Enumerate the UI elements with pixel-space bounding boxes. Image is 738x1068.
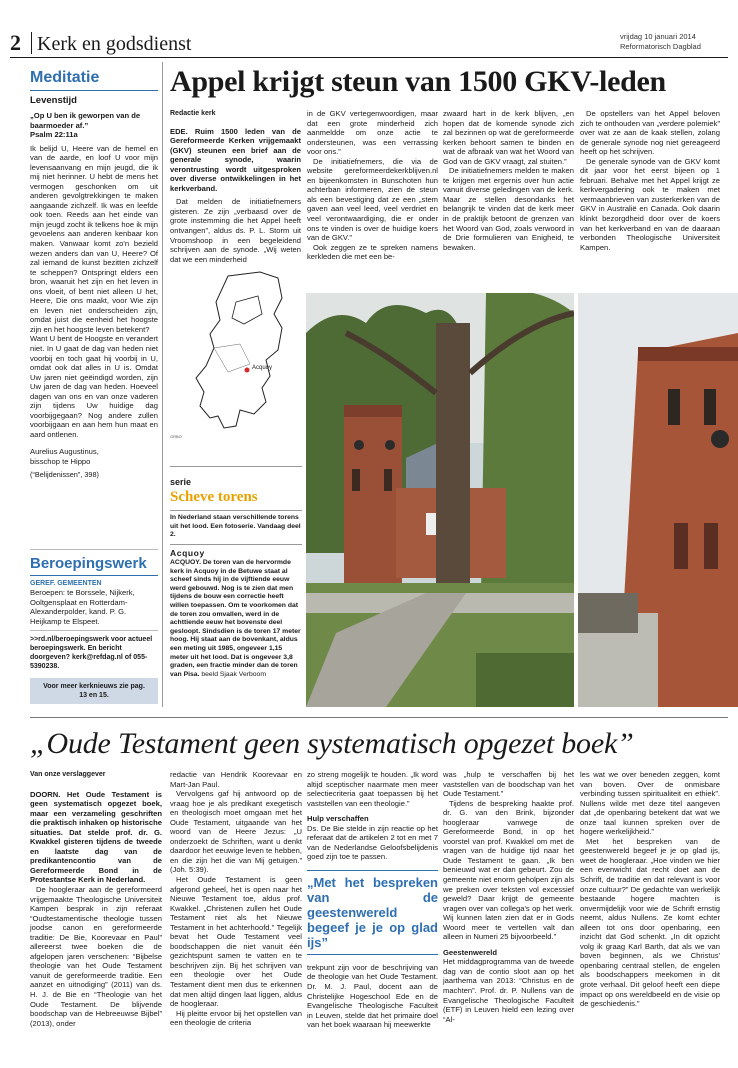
bottom-article-para: Het Oude Testament is geen afgerond geheel, het is open naar het Nieuwe Testament toe, aldus prof. Kwakkel. „Christenen zullen het Oude Testament niet als het Nieuwe Testament in het achterhoofd.” Tegelijk bevat het Oude Testament veel boodschappen die niet vanuit één gezichtspunt samen te vatten en te beschrijven zijn. Bij het schrijven van een theologie over het Oude Testament dient men dus te erkennen dat men altijd dingen laat liggen, aldus de hoogleraar. bbox=[170, 875, 302, 1009]
bottom-article-para: Het middagprogramma van de tweede dag van de contio sloot aan op het jaarthema van 2013: “Christus en de machten”. Prof. dr. P. Nullens van de Evangelische Theologische Faculteit (ETF) in Leuven hield een lezing over “Al- bbox=[443, 957, 574, 1024]
bottom-article-col-1 bbox=[30, 770, 162, 1028]
church-tower-photo-left bbox=[306, 293, 574, 707]
serie-photo-credit: beeld Sjaak Verboom bbox=[201, 670, 266, 678]
beroepingswerk-divider bbox=[30, 630, 158, 631]
meditatie-author-role: bisschop te Hippo bbox=[30, 456, 91, 466]
map-location-marker bbox=[245, 368, 250, 373]
bottom-article-para: Vervolgens gaf hij antwoord op de vraag hoe je als predikant exegetisch en theologisch moet omgaan met het Oude Testament, uitgaande van het woord van de Heere Jezus: „U onderzoekt de Schriften, want u denkt daardoor het eeuwige leven te hebben, en die zijn het die van Mij getuigen.” (Joh. 5:39). bbox=[170, 789, 302, 875]
bottom-article-byline: Van onze verslaggever bbox=[30, 771, 106, 778]
serie-intro: In Nederland staan verschillende torens uit het lood. Een fotoserie. Vandaag deel 2. bbox=[170, 514, 301, 539]
map-label: Acquoy bbox=[252, 365, 273, 371]
top-article-lead: EDE. Ruim 1500 leden van de Gereformeerde Kerken vrijgemaakt (GKV) steunen een brief aan de generale synode, waarin verontrusting wordt uitgesproken over diverse ontwikkelingen in het kerkverband. bbox=[170, 126, 301, 193]
issue-date: vrijdag 10 januari 2014 bbox=[620, 32, 696, 41]
bottom-article-para: was „hulp te verschaffen bij het vaststellen van de boodschap van het Oude Testament.” bbox=[443, 770, 574, 799]
top-article-col-2 bbox=[307, 109, 438, 262]
serie-place: Acquoy bbox=[170, 548, 205, 559]
bottom-article-headline: „Oude Testament geen systematisch opgezet boek” bbox=[30, 727, 634, 760]
map-outline-icon bbox=[170, 268, 302, 448]
meditatie-title: Meditatie bbox=[30, 69, 100, 86]
top-article-para: De opstellers van het Appel beloven zich te onthouden van „verdere polemiek” over wat ze aan de kaak stellen, zolang de generale synode nog niet gereageerd heeft op het schrijven. bbox=[580, 109, 720, 157]
serie-block bbox=[170, 466, 302, 679]
pull-quote bbox=[307, 870, 438, 955]
meditatie-author: Aurelius Augustinus, bbox=[30, 447, 99, 457]
meditatie-column bbox=[30, 68, 158, 480]
bottom-article-lead: DOORN. Het Oude Testament is geen systematisch opgezet boek, maar een verzameling geschriften die praktisch inhaken op historische situaties. Dat stelde prof. dr. G. Kwakkel gisteren tijdens de tweede en laatste dag van de predikantencontio van de Gereformeerde Bond in de Protestantse Kerk in Nederland. bbox=[30, 789, 162, 885]
header-rule bbox=[10, 57, 728, 58]
bottom-article-para: Ds. De Bie stelde in zijn reactie op het referaat dat de artikelen 2 tot en met 7 van de Nederlandse Geloofsbelijdenis goed zijn toe te passen. bbox=[307, 823, 438, 862]
bottom-article-rule bbox=[30, 717, 728, 718]
map-credit: GRBO bbox=[170, 434, 182, 439]
serie-label: serie bbox=[170, 477, 192, 487]
serie-body-text: ACQUOY. De toren van de hervormde kerk in Acquoy in de Betuwe staat al scheef sinds hij in de vijftiende eeuw werd gebouwd. Nog is te zien dat men tijdens de bouw een correctie heeft willen toepassen. Om te voorkomen dat de toren zou omvallen, werd in de achttiende eeuw het bovenste deel gesloopt. Sindsdien is de toren 17 meter hoog. Hij staat aan de bovenkant, aldus een meting uit 1985, ongeveer 1,15 meter uit het lood. Dat is ongeveer 3,8 graden, een fractie minder dan de toren van Pisa. bbox=[170, 559, 301, 678]
top-article-col-3 bbox=[443, 109, 574, 252]
more-news-box[interactable]: Voor meer kerknieuws zie pag. 13 en 15. bbox=[30, 678, 158, 704]
top-article-para: in de GKV vertegenwoordigen, maar dat een grote minderheid zich aanmeldde om onze actie te ondersteunen, was een verrassing voor ons.” bbox=[307, 109, 438, 157]
top-article-headline: Appel krijgt steun van 1500 GKV-leden bbox=[170, 65, 666, 98]
bottom-article-para: Tijdens de bespreking haakte prof. dr. G. van den Brink, bijzonder hoogleraar vanwege de Gereformeerde Bond, in op het voorstel van prof. Kwakkel om met de vragen van de huidige tijd naar het Oude Testament te gaan. „Ik ben benieuwd wat er dan gebeurt. Zou de gemeente niet enorm geholpen zijn als we preken over teksten vol excessief geweld? Daar krijgt de gemeente vragen over van collega's op het werk. Wij kunnen laten zien dat er in Gods Woord meer te vertellen valt dan alleen in Numeri 25 bijvoorbeeld.” bbox=[443, 798, 574, 942]
meditatie-verse-ref: Psalm 22:11a bbox=[30, 130, 78, 139]
bottom-article-col-2 bbox=[170, 770, 302, 1028]
meditatie-paragraph-1: Ik belijd U, Heere van de hemel en van de aarde, en loof U voor mijn levensaanvang en mijn jeugd, die ik mij niet herinner. U hebt de mens het vermogen geschonken om uit anderen gevolgtrekkingen te maken aangaande zichzelf. Ik was en leefde ook toen. Reeds aan het einde van mijn jeugd zocht ik telkens hoe ik mijn gevoelens aan anderen kenbaar kon maken. Vanwaar komt zo'n bezield wezen anders dan van U, Heere? Of zal iemand de kunst bezitten zichzelf te scheppen? Ontspringt elders een bron, waaruit het zijn en het leven in ons vloeit, of bent niet alleen U het, Heere, Die ons maakt, voor Wie zijn en leven niet onderscheiden zijn, omdat juist die eenheid het hoogste zijn en het hoogste leven betekent? bbox=[30, 143, 158, 334]
bottom-article-para: redactie van Hendrik Koorevaar en Mart-Jan Paul. bbox=[170, 770, 302, 789]
serie-body bbox=[170, 559, 302, 679]
bottom-article-para: zo streng mogelijk te houden. „Ik word altijd sceptischer naarmate men meer selectiecriteria gaat toepassen bij het vaststellen van een theologie.” bbox=[307, 770, 438, 808]
top-article-col-1 bbox=[170, 109, 301, 264]
beroepingswerk-top-rule bbox=[30, 549, 158, 550]
beroepingswerk-category: GEREF. GEMEENTEN bbox=[30, 580, 102, 587]
page-number: 2 bbox=[10, 30, 21, 55]
netherlands-map bbox=[170, 268, 302, 448]
column-divider bbox=[162, 62, 163, 707]
top-article-para: De initiatiefnemers, die via de website gereformeerdekerkblijven.nl en bijeenkomsten in Bunschoten hun achterban informeren, zien de steun als een bevestiging dat ze een „stem gaven aan veel leed, veel verdriet en veel verontwaardiging, die er onder ons te vinden is over de huidige koers van de GKV.” bbox=[307, 156, 438, 243]
meditatie-verse: „Op U ben ik geworpen van de baarmoeder af.” bbox=[30, 111, 141, 130]
subheading-geestenwereld: Geestenwereld bbox=[443, 947, 498, 957]
meditatie-source: (“Belijdenissen”, 398) bbox=[30, 470, 99, 480]
paper-name: Reformatorisch Dagblad bbox=[620, 42, 701, 51]
bottom-article-col-5 bbox=[580, 770, 720, 1009]
serie-top-rule bbox=[170, 466, 302, 467]
church-tower-photo-right bbox=[578, 293, 738, 707]
section-title: Kerk en godsdienst bbox=[37, 33, 192, 55]
bottom-article-col-3 bbox=[307, 770, 438, 1030]
subheading-hulp: Hulp verschaffen bbox=[307, 814, 369, 824]
serie-title: Scheve torens bbox=[170, 489, 258, 505]
bottom-article-col-4 bbox=[443, 770, 574, 1024]
beroepingswerk-contact: >>rd.nl/beroepingswerk voor actueel beroepingswerk. En bericht doorgeven? kerk@refdag.nl of 055-5390238. bbox=[30, 636, 153, 671]
bottom-article-para: trekpunt zijn voor de beschrijving van de theologie van het Oude Testament. Dr. M. J. Paul, docent aan de Christelijke Hogeschool Ede en de Evangelische Theologische Faculteit in Leuven, stelde dat het primaire doel van het boek waaraan hij meewerkte bbox=[307, 962, 438, 1030]
serie-title-rule bbox=[170, 510, 302, 511]
beroepingswerk-block bbox=[30, 549, 158, 704]
beroepingswerk-text: Beroepen: te Borssele, Nijkerk, Ooltgensplaat en Rotterdam-Alexanderpolder, kand. P. G. Heijkamp te Elspeet. bbox=[30, 588, 135, 626]
bottom-article-para: les wat we over beneden zeggen, komt van boven. Over de onmisbare verbinding tussen spiritualiteit en ethiek”. Nullens wilde met deze titel aangeven dat „de openbaring betekent dat wat we onze taal kunnen spreken over de hogere werkelijkheid.” bbox=[580, 770, 720, 837]
meditatie-body bbox=[30, 144, 158, 440]
top-article-para: zwaard hart in de kerk blijven, „en hopen dat de komende synode zich zal bezinnen op wat de gereformeerde kerken behoort samen te binden en wat de afbraak van wat het Woord van God van de GKV vraagt, zal stuiten.” bbox=[443, 109, 574, 166]
top-article-para: Dat melden de initiatiefnemers gisteren. Ze zijn „verbaasd over de grote instemming die het Appel heeft ontvangen”, aldus ds. P. L. Storm uit Vroomshoop in een begeleidend schrijven aan de synode. „Wij weten dat we een minderheid bbox=[170, 197, 301, 264]
meditatie-title-rule bbox=[30, 90, 158, 91]
top-article-col-4 bbox=[580, 109, 720, 252]
bottom-article-para: Met het bespreken van de geestenwereld begeef je je op glad ijs, weet de hoogleraar. „Hoe vinden we hier een evenwicht dat recht doet aan de Schrift, de traditie en dat relevant is voor onze cultuur?” De gedachte van werkelijk bestaande hogere machten is onvermijdelijk voor wie de Schrift ernstig neemt, aldus Nullens. Ze komt echter alleen tot ons door openbaring, een inzicht dat God schenkt. „In dit opzicht volg ik graag Karl Barth, dat als we van boven beginnen, als we Christus' openbaring centraal stellen, de engelen als boodschappers meekomen in dit grote verhaal. Dit geloof heeft een diepe impact op ons wereldbeeld en de visie op de geschiedenis.” bbox=[580, 836, 720, 1009]
top-article-para: De generale synode van de GKV komt dit jaar voor het eerst bijeen op 1 februari. Behalve met het Appel krijgt ze kerkvergadering ook te maken met vermaanbrieven van zusterkerken van de GKV in Australië en Canada. Ook daarin klinkt bezorgdheid door over de koers van het kerkverband en van de daaraan verbonden Theologische Universiteit Kampen. bbox=[580, 156, 720, 252]
header-divider-vertical bbox=[31, 32, 32, 54]
beroepingswerk-title-rule bbox=[30, 575, 158, 576]
beroepingswerk-title: Beroepingswerk bbox=[30, 555, 147, 572]
meditatie-subtitle: Levenstijd bbox=[30, 95, 77, 106]
bottom-article-para: Hij pleitte ervoor bij het opstellen van een theologie de criteria bbox=[170, 1008, 302, 1028]
top-article-byline: Redactie kerk bbox=[170, 110, 216, 117]
top-article-para: Ook zeggen ze te spreken namens kerkleden die met een be- bbox=[307, 242, 438, 262]
pull-quote-text: „Met het bespreken van de geestenwereld begeef je je op glad ijs” bbox=[307, 874, 438, 950]
meditatie-paragraph-2: Want U bent de Hoogste en verandert niet. In U gaat de dag van heden niet voorbij en toch gaat hij voorbij in U, omdat ook dat alles in U is. Omdat Uw jaren niet geëindigd worden, zijn Uw jaren de dag van heden. Hoeveel dagen van ons en van onze vaderen zijn tijdens Uw huidige dag voorbijgegaan? Nog andere zullen voorbijgaan en aan hem hun maat en aard ontlenen. bbox=[30, 334, 158, 439]
serie-intro-rule bbox=[170, 544, 302, 545]
bottom-article-para: De hoogleraar aan de gereformeerd vrijgemaakte Theologische Universiteit Kampen besprak in zijn referaat “Oudtestamentische theologie tussen joodse canon en gereformeerde traditie: De Bie, Koorevaar en Paul” allereerst twee boeken die de afgelopen jaren verschenen: “Bijbelse theologie van het Oude Testament vanuit de gereformeerde traditie. Een aanzet en uitnodiging” (2011) van ds. H. J. de Bie en “Theologie van het Oude Testament. De blijvende boodschap van de Hebreeuwse Bijbel” (2013), onder bbox=[30, 885, 162, 1028]
top-article-para: De initiatiefnemers melden te maken te krijgen met ergernis over hun actie vanuit diverse geledingen van de kerk. Maar ze stellen desondanks het belangrijk te vinden dat de kerk meer in de praktijk betoont de grenzen van het Woord van God, zoals verwoord in de Drie formulieren van Enigheid, te bewaken. bbox=[443, 166, 574, 252]
